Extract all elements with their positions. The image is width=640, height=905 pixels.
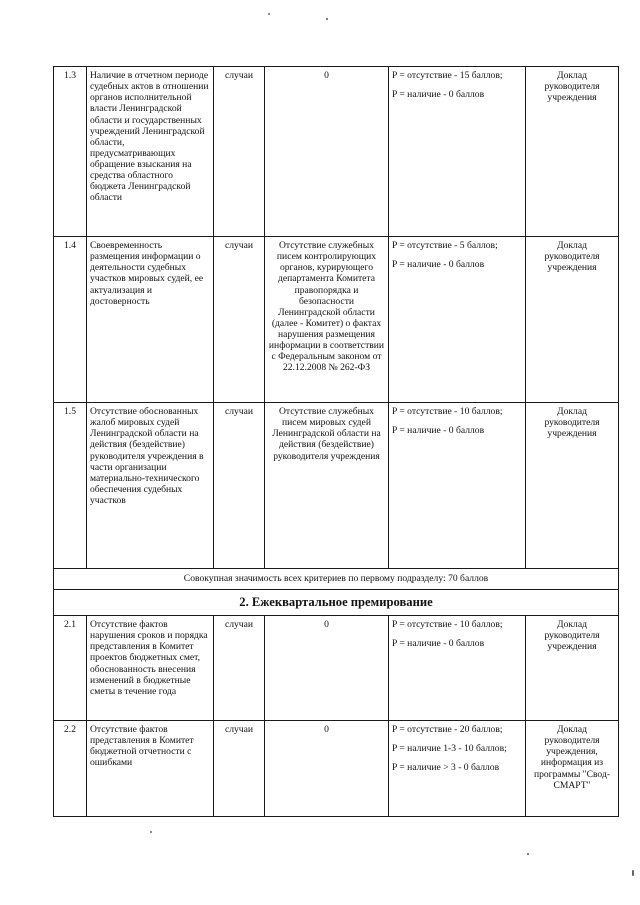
base-value-cell: 0: [265, 67, 389, 237]
criteria-table: [53, 66, 619, 817]
criterion-name: Отсутствие фактов нарушения сроков и порядка представления в Комитет проектов бюджетных смет, обоснованность внесения изменений в бюджетные сметы в течение года: [87, 616, 214, 721]
formula-line: P = наличие > 3 - 0 баллов: [392, 762, 500, 774]
formula-cell: [389, 67, 526, 237]
total-row: [54, 569, 619, 590]
formula-line: P = отсутствие - 15 баллов;: [392, 70, 503, 81]
formula-cell: [389, 237, 526, 403]
row-number: 1.5: [54, 403, 87, 569]
table-row: [54, 721, 619, 817]
row-number: 2.2: [54, 721, 87, 817]
scan-speck: [150, 831, 152, 833]
scan-speck: [268, 13, 270, 15]
unit-cell: случаи: [214, 237, 265, 403]
unit-cell: случаи: [214, 403, 265, 569]
row-number: 2.1: [54, 616, 87, 721]
section-title: 2. Ежеквартальное премирование: [54, 590, 619, 616]
criterion-name: Своевременность размещения информации о деятельности судебных участков мировых судей, ее актуализация и достоверность: [87, 237, 214, 403]
formula-line: P = наличие - 0 баллов: [392, 638, 485, 650]
scan-speck: [632, 870, 634, 876]
formula-line: P = отсутствие - 10 баллов;: [392, 619, 503, 630]
scan-speck: [527, 853, 529, 855]
section-header-row: [54, 590, 619, 616]
base-value-cell: 0: [265, 616, 389, 721]
source-cell: Доклад руководителя учреждения: [526, 67, 619, 237]
scan-speck: [326, 18, 328, 20]
row-number: 1.4: [54, 237, 87, 403]
formula-line: P = наличие - 0 баллов: [392, 259, 485, 271]
base-value-cell: Отсутствие служебных писем мировых судей Ленинградской области на действия (бездействие) руководителя учреждения: [265, 403, 389, 569]
formula-line: P = отсутствие - 5 баллов;: [392, 240, 498, 251]
base-value-cell: Отсутствие служебных писем контролирующих органов, курирующего департамента Комитета правопорядка и безопасности Ленинградской области (далее - Комитет) о фактах нарушения размещения информации в соответствии с Федеральным законом от 22.12.2008 № 262-ФЗ: [265, 237, 389, 403]
source-cell: Доклад руководителя учреждения: [526, 237, 619, 403]
table-row: [54, 67, 619, 237]
table-row: [54, 403, 619, 569]
total-text: Совокупная значимость всех критериев по первому подразделу: 70 баллов: [54, 569, 619, 590]
base-value-cell: 0: [265, 721, 389, 817]
criterion-name: Отсутствие фактов представления в Комитет бюджетной отчетности с ошибками: [87, 721, 214, 817]
source-cell: Доклад руководителя учреждения: [526, 403, 619, 569]
formula-cell: [389, 721, 526, 817]
formula-cell: [389, 403, 526, 569]
source-cell: Доклад руководителя учреждения: [526, 616, 619, 721]
table-row: [54, 237, 619, 403]
criterion-name: Отсутствие обоснованных жалоб мировых судей Ленинградской области на действия (бездействие) руководителя учреждения в части организации материально-технического обеспечения судебных участков: [87, 403, 214, 569]
row-number: 1.3: [54, 67, 87, 237]
formula-line: P = наличие 1-3 - 10 баллов;: [392, 743, 507, 755]
unit-cell: случаи: [214, 616, 265, 721]
unit-cell: случаи: [214, 67, 265, 237]
table-row: [54, 616, 619, 721]
formula-cell: [389, 616, 526, 721]
criterion-name: Наличие в отчетном периоде судебных актов в отношении органов исполнительной власти Ленинградской области и государственных учреждений Ленинградской области, предусматривающих обращение взыскания на средства областного бюджета Ленинградской области: [87, 67, 214, 237]
formula-line: P = наличие - 0 баллов: [392, 89, 485, 101]
formula-line: P = отсутствие - 10 баллов;: [392, 406, 503, 417]
formula-line: P = отсутствие - 20 баллов;: [392, 724, 503, 735]
source-cell: Доклад руководителя учреждения, информация из программы "Свод-СМАРТ": [526, 721, 619, 817]
unit-cell: случаи: [214, 721, 265, 817]
formula-line: P = наличие - 0 баллов: [392, 425, 485, 437]
